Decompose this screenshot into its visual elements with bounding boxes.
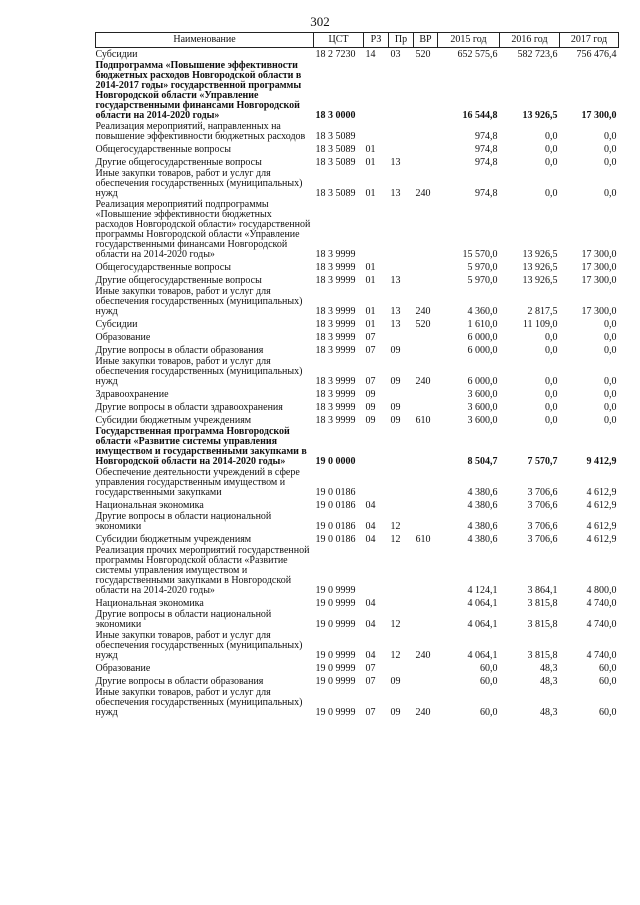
row-value-2016: 2 817,5	[527, 306, 558, 317]
row-vr	[414, 273, 438, 286]
row-pr: 09	[390, 376, 401, 387]
row-vr	[414, 511, 438, 532]
row-name: Общегосударственные вопросы	[95, 262, 231, 273]
row-value-2016: 0,0	[545, 157, 558, 168]
header-name: Наименование	[96, 33, 314, 48]
row-vr	[414, 155, 438, 168]
table-row	[96, 142, 619, 155]
row-vr	[414, 498, 438, 511]
row-value-2017: 0,0	[604, 144, 617, 155]
row-cst: 19 0 0186	[315, 487, 356, 498]
row-rz: 01	[365, 275, 376, 286]
row-name: Общегосударственные вопросы	[95, 144, 231, 155]
row-value-2016: 13 926,5	[522, 262, 558, 273]
row-cst: 19 0 0186	[315, 534, 356, 545]
row-vr	[414, 426, 438, 467]
row-value-2016: 11 109,0	[522, 319, 558, 330]
row-rz	[364, 426, 389, 467]
table-row	[96, 400, 619, 413]
row-value-2016: 3 706,6	[527, 521, 558, 532]
row-value-2015: 4 380,6	[467, 487, 498, 498]
row-pr: 09	[390, 707, 401, 718]
row-rz: 04	[365, 598, 376, 609]
row-pr	[389, 121, 414, 142]
row-cst: 19 0 9999	[315, 650, 356, 661]
table-row	[96, 199, 619, 260]
table-row	[96, 155, 619, 168]
row-pr: 09	[390, 676, 401, 687]
row-value-2016: 0,0	[545, 144, 558, 155]
row-pr: 13	[390, 157, 401, 168]
row-name: Другие общегосударственные вопросы	[95, 157, 262, 168]
row-pr	[389, 498, 414, 511]
row-value-2015: 3 600,0	[467, 402, 498, 413]
table-row	[96, 356, 619, 387]
row-vr	[414, 142, 438, 155]
row-value-2015: 4 064,1	[467, 619, 498, 630]
row-value-2015: 4 380,6	[467, 500, 498, 511]
header-rz: РЗ	[364, 33, 389, 48]
row-cst: 18 3 9999	[315, 306, 356, 317]
row-value-2016: 3 815,8	[527, 650, 558, 661]
row-value-2015: 974,8	[475, 131, 498, 142]
row-vr: 240	[415, 707, 431, 718]
row-value-2017: 60,0	[599, 707, 617, 718]
row-pr	[389, 426, 414, 467]
row-rz: 09	[365, 415, 376, 426]
header-2015: 2015 год	[438, 33, 500, 48]
row-rz: 01	[365, 306, 376, 317]
table-body	[96, 48, 619, 719]
row-value-2017: 4 740,0	[586, 619, 617, 630]
row-cst: 19 0 0186	[315, 521, 356, 532]
table-row	[96, 343, 619, 356]
row-vr	[414, 609, 438, 630]
row-value-2017: 0,0	[604, 415, 617, 426]
row-name: Подпрограмма «Повышение эффективности бюджетных расходов Новгородской области в 2014-2017 годы» государственной программы Новгородской области «Управление государственными финансами Новгородской области на 2014-2020 годы»	[95, 60, 302, 121]
row-value-2016: 3 706,6	[527, 534, 558, 545]
table-row	[96, 674, 619, 687]
row-cst: 18 3 9999	[315, 389, 356, 400]
row-cst: 18 3 5089	[315, 188, 356, 199]
row-vr: 240	[415, 188, 431, 199]
row-rz: 04	[365, 500, 376, 511]
row-rz: 01	[365, 188, 376, 199]
row-name: Субсидии	[95, 49, 138, 60]
row-value-2016: 3 815,8	[527, 598, 558, 609]
row-pr: 12	[390, 619, 401, 630]
table-row	[96, 630, 619, 661]
row-rz: 07	[365, 345, 376, 356]
row-vr: 610	[415, 534, 431, 545]
row-rz: 07	[365, 332, 376, 343]
row-value-2015: 6 000,0	[467, 332, 498, 343]
table-row	[96, 532, 619, 545]
row-value-2015: 5 970,0	[467, 262, 498, 273]
row-rz: 07	[365, 676, 376, 687]
row-name: Образование	[95, 663, 151, 674]
row-name: Национальная экономика	[95, 500, 204, 511]
row-cst: 19 0 9999	[315, 663, 356, 674]
row-rz: 09	[365, 389, 376, 400]
row-vr: 240	[415, 376, 431, 387]
row-name: Другие общегосударственные вопросы	[95, 275, 262, 286]
row-value-2015: 652 575,6	[457, 49, 498, 60]
table-row	[96, 387, 619, 400]
row-value-2015: 60,0	[480, 663, 498, 674]
table-row	[96, 596, 619, 609]
row-pr	[389, 467, 414, 498]
row-pr	[389, 596, 414, 609]
row-pr	[389, 545, 414, 596]
row-value-2016: 48,3	[540, 663, 558, 674]
row-cst: 18 3 9999	[315, 376, 356, 387]
row-rz	[364, 199, 389, 260]
row-name: Другие вопросы в области национальной экономики	[95, 609, 272, 630]
row-vr: 520	[415, 49, 431, 60]
row-rz: 09	[365, 402, 376, 413]
row-vr	[414, 661, 438, 674]
row-value-2017: 4 612,9	[586, 500, 617, 511]
row-value-2016: 0,0	[545, 415, 558, 426]
table-row	[96, 687, 619, 718]
row-vr	[414, 330, 438, 343]
row-vr: 240	[415, 650, 431, 661]
row-value-2017: 4 740,0	[586, 598, 617, 609]
row-vr	[414, 400, 438, 413]
row-pr: 12	[390, 521, 401, 532]
row-vr	[414, 260, 438, 273]
row-value-2015: 4 064,1	[467, 598, 498, 609]
row-pr: 12	[390, 534, 401, 545]
row-cst: 19 0 0000	[315, 456, 356, 467]
row-value-2017: 0,0	[604, 402, 617, 413]
row-value-2016: 7 570,7	[527, 456, 558, 467]
row-value-2016: 582 723,6	[517, 49, 558, 60]
row-value-2015: 974,8	[475, 188, 498, 199]
row-value-2015: 4 380,6	[467, 521, 498, 532]
row-pr	[389, 60, 414, 121]
row-rz: 01	[365, 157, 376, 168]
row-value-2017: 9 412,9	[586, 456, 617, 467]
row-cst: 18 3 5089	[315, 131, 356, 142]
page-number: 302	[310, 14, 330, 29]
row-vr	[414, 387, 438, 400]
row-value-2017: 0,0	[604, 345, 617, 356]
row-pr: 12	[390, 650, 401, 661]
row-value-2016: 48,3	[540, 676, 558, 687]
row-name: Здравоохранение	[95, 389, 169, 400]
row-cst: 18 3 9999	[315, 249, 356, 260]
row-value-2016: 0,0	[545, 376, 558, 387]
row-name: Субсидии	[95, 319, 138, 330]
row-vr	[414, 674, 438, 687]
row-vr: 520	[415, 319, 431, 330]
table-row	[96, 467, 619, 498]
table-row	[96, 426, 619, 467]
budget-table	[95, 32, 619, 718]
row-cst: 19 0 9999	[315, 598, 356, 609]
table-row	[96, 260, 619, 273]
row-name: Субсидии бюджетным учреждениям	[95, 415, 252, 426]
row-value-2015: 15 570,0	[462, 249, 498, 260]
row-value-2015: 4 064,1	[467, 650, 498, 661]
row-value-2016: 3 706,6	[527, 500, 558, 511]
row-value-2016: 13 926,5	[522, 275, 558, 286]
row-name: Иные закупки товаров, работ и услуг для обеспечения государственных (муниципальных) нужд	[95, 168, 303, 199]
row-value-2017: 17 300,0	[581, 110, 617, 121]
row-value-2016: 0,0	[545, 188, 558, 199]
row-value-2017: 4 800,0	[586, 585, 617, 596]
row-rz: 01	[365, 262, 376, 273]
row-value-2016: 13 926,5	[522, 110, 558, 121]
row-name: Иные закупки товаров, работ и услуг для обеспечения государственных (муниципальных) нужд	[95, 630, 303, 661]
header-2017: 2017 год	[560, 33, 619, 48]
row-rz: 07	[365, 376, 376, 387]
row-vr	[414, 121, 438, 142]
row-value-2016: 0,0	[545, 131, 558, 142]
row-cst: 19 0 0186	[315, 500, 356, 511]
row-value-2016: 3 706,6	[527, 487, 558, 498]
row-value-2016: 3 815,8	[527, 619, 558, 630]
row-cst: 18 3 5089	[315, 157, 356, 168]
row-value-2017: 4 612,9	[586, 487, 617, 498]
row-rz	[364, 121, 389, 142]
row-rz	[364, 467, 389, 498]
row-value-2015: 5 970,0	[467, 275, 498, 286]
row-pr: 09	[390, 402, 401, 413]
row-vr	[414, 596, 438, 609]
row-vr	[414, 343, 438, 356]
row-rz: 04	[365, 650, 376, 661]
table-row	[96, 609, 619, 630]
table-row	[96, 286, 619, 317]
row-value-2015: 60,0	[480, 676, 498, 687]
row-value-2017: 17 300,0	[581, 249, 617, 260]
row-rz	[364, 60, 389, 121]
row-value-2015: 3 600,0	[467, 415, 498, 426]
row-pr: 13	[390, 306, 401, 317]
row-cst: 19 0 9999	[315, 707, 356, 718]
row-cst: 18 3 9999	[315, 262, 356, 273]
row-value-2017: 0,0	[604, 332, 617, 343]
row-value-2016: 0,0	[545, 345, 558, 356]
header-pr: Пр	[389, 33, 414, 48]
row-name: Иные закупки товаров, работ и услуг для обеспечения государственных (муниципальных) нужд	[95, 356, 303, 387]
row-value-2017: 60,0	[599, 663, 617, 674]
row-cst: 18 3 9999	[315, 319, 356, 330]
table-row	[96, 273, 619, 286]
row-pr: 13	[390, 275, 401, 286]
row-pr	[389, 330, 414, 343]
row-cst: 18 3 9999	[315, 332, 356, 343]
row-cst: 18 3 5089	[315, 144, 356, 155]
row-pr: 03	[390, 49, 401, 60]
row-cst: 18 3 9999	[315, 275, 356, 286]
row-name: Реализация мероприятий подпрограммы «Повышение эффективности бюджетных расходов Новгородской области» государственной программы Новгородской области «Управление государственными финансами Новгородской области на 2014-2020 годы»	[95, 199, 311, 260]
table-header	[96, 33, 619, 48]
row-value-2017: 0,0	[604, 319, 617, 330]
row-vr	[414, 467, 438, 498]
row-cst: 18 3 9999	[315, 402, 356, 413]
row-pr	[389, 260, 414, 273]
row-value-2017: 0,0	[604, 131, 617, 142]
row-value-2016: 0,0	[545, 389, 558, 400]
row-value-2015: 4 124,1	[467, 585, 498, 596]
row-pr: 13	[390, 188, 401, 199]
header-2016: 2016 год	[500, 33, 560, 48]
row-vr	[414, 60, 438, 121]
row-value-2016: 0,0	[545, 332, 558, 343]
row-name: Другие вопросы в области образования	[95, 345, 264, 356]
row-name: Субсидии бюджетным учреждениям	[95, 534, 252, 545]
row-cst: 19 0 9999	[315, 619, 356, 630]
row-name: Другие вопросы в области образования	[95, 676, 264, 687]
row-pr	[389, 142, 414, 155]
row-name: Государственная программа Новгородской области «Развитие системы управления имуществом и государственными закупками в Новгородской области на 2014-2020 годы»	[95, 426, 307, 467]
row-value-2015: 974,8	[475, 157, 498, 168]
row-value-2015: 6 000,0	[467, 345, 498, 356]
row-name: Реализация мероприятий, направленных на повышение эффективности бюджетных расходов	[95, 121, 306, 142]
table-row	[96, 498, 619, 511]
row-vr	[414, 199, 438, 260]
table-row	[96, 413, 619, 426]
row-rz	[364, 545, 389, 596]
row-value-2016: 13 926,5	[522, 249, 558, 260]
row-value-2015: 8 504,7	[467, 456, 498, 467]
row-rz: 07	[365, 707, 376, 718]
row-value-2017: 0,0	[604, 389, 617, 400]
row-name: Иные закупки товаров, работ и услуг для обеспечения государственных (муниципальных) нужд	[95, 286, 303, 317]
row-value-2015: 6 000,0	[467, 376, 498, 387]
row-value-2017: 17 300,0	[581, 275, 617, 286]
row-cst: 18 3 9999	[315, 415, 356, 426]
row-value-2016: 3 864,1	[527, 585, 558, 596]
row-pr: 09	[390, 415, 401, 426]
row-name: Другие вопросы в области национальной экономики	[95, 511, 272, 532]
row-value-2015: 4 360,0	[467, 306, 498, 317]
row-name: Национальная экономика	[95, 598, 204, 609]
row-rz: 07	[365, 663, 376, 674]
row-value-2015: 16 544,8	[462, 110, 498, 121]
row-cst: 18 3 9999	[315, 345, 356, 356]
table-row	[96, 330, 619, 343]
table-row	[96, 545, 619, 596]
row-value-2017: 4 612,9	[586, 534, 617, 545]
row-value-2015: 1 610,0	[467, 319, 498, 330]
row-cst: 19 0 9999	[315, 676, 356, 687]
row-value-2016: 48,3	[540, 707, 558, 718]
row-vr	[414, 545, 438, 596]
row-name: Обеспечение деятельности учреждений в сфере управления государственным имуществом и государственными закупками	[95, 467, 300, 498]
row-pr: 13	[390, 319, 401, 330]
row-name: Другие вопросы в области здравоохранения	[95, 402, 283, 413]
row-cst: 18 2 7230	[315, 49, 356, 60]
row-name: Реализация прочих мероприятий государственной программы Новгородской области «Развитие системы управления имуществом и государственными закупками в Новгородской области на 2014-2020 годы»	[95, 545, 310, 596]
row-rz: 14	[365, 49, 376, 60]
row-value-2016: 0,0	[545, 402, 558, 413]
row-value-2017: 17 300,0	[581, 262, 617, 273]
row-value-2017: 17 300,0	[581, 306, 617, 317]
table-row	[96, 661, 619, 674]
row-name: Иные закупки товаров, работ и услуг для обеспечения государственных (муниципальных) нужд	[95, 687, 303, 718]
row-value-2017: 0,0	[604, 188, 617, 199]
table-row	[96, 168, 619, 199]
row-rz: 01	[365, 144, 376, 155]
row-rz: 04	[365, 534, 376, 545]
row-vr: 240	[415, 306, 431, 317]
row-value-2015: 974,8	[475, 144, 498, 155]
row-pr	[389, 199, 414, 260]
row-value-2017: 60,0	[599, 676, 617, 687]
row-rz: 04	[365, 521, 376, 532]
row-value-2017: 4 612,9	[586, 521, 617, 532]
header-vr: ВР	[414, 33, 438, 48]
row-value-2015: 60,0	[480, 707, 498, 718]
table-row	[96, 60, 619, 121]
table-row	[96, 317, 619, 330]
table-row	[96, 48, 619, 61]
row-vr: 610	[415, 415, 431, 426]
row-value-2015: 3 600,0	[467, 389, 498, 400]
table-row	[96, 511, 619, 532]
header-cst: ЦСТ	[314, 33, 364, 48]
row-name: Образование	[95, 332, 151, 343]
row-rz: 04	[365, 619, 376, 630]
row-value-2017: 0,0	[604, 376, 617, 387]
row-rz: 01	[365, 319, 376, 330]
row-cst: 19 0 9999	[315, 585, 356, 596]
row-cst: 18 3 0000	[315, 110, 356, 121]
row-pr	[389, 387, 414, 400]
row-value-2015: 4 380,6	[467, 534, 498, 545]
table-row	[96, 121, 619, 142]
row-pr: 09	[390, 345, 401, 356]
row-value-2017: 4 740,0	[586, 650, 617, 661]
row-value-2017: 756 476,4	[576, 49, 617, 60]
row-value-2017: 0,0	[604, 157, 617, 168]
row-pr	[389, 661, 414, 674]
